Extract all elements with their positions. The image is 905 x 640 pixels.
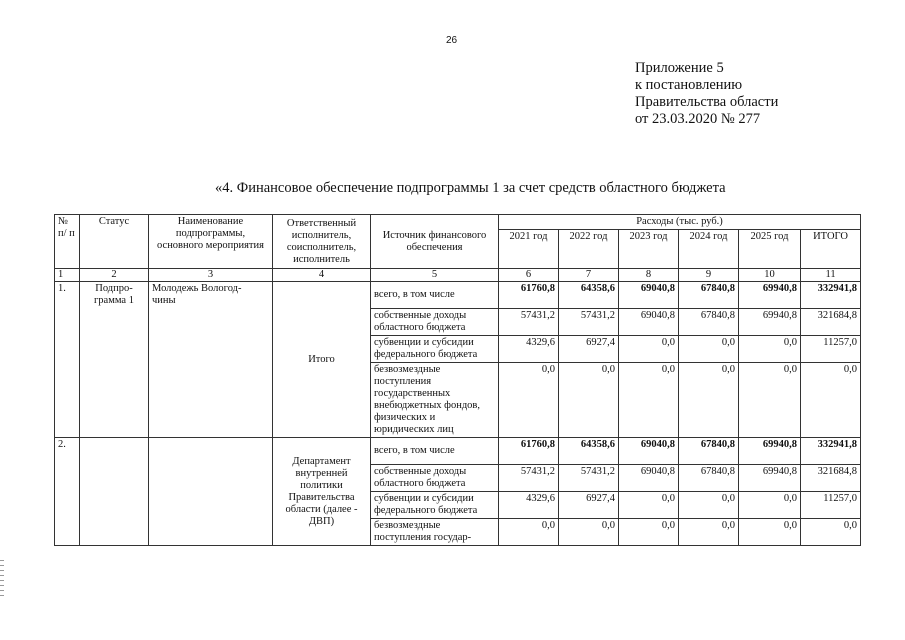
column-number: 8 [619, 269, 679, 282]
appendix-line: Приложение 5 [635, 60, 724, 76]
document-title: «4. Финансовое обеспечение подпрограммы 1 за счет средств областного бюджета [215, 180, 726, 196]
value-cell: 69040,8 [619, 465, 679, 492]
header-executor: Ответственный исполнитель, соисполнитель, исполнитель [273, 215, 371, 269]
value-cell: 57431,2 [499, 465, 559, 492]
value-cell: 0,0 [619, 519, 679, 546]
column-number: 7 [559, 269, 619, 282]
row-executor: Итого [273, 282, 371, 438]
value-cell: 332941,8 [801, 282, 861, 309]
value-cell: 0,0 [739, 519, 801, 546]
value-cell: 11257,0 [801, 492, 861, 519]
page-number: 26 [446, 35, 458, 46]
header-year: 2021 год [499, 230, 559, 269]
value-cell: 69940,8 [739, 309, 801, 336]
value-cell: 64358,6 [559, 282, 619, 309]
value-cell: 6927,4 [559, 492, 619, 519]
row-source: всего, в том числе [371, 438, 499, 465]
column-number: 6 [499, 269, 559, 282]
table-row [55, 282, 861, 309]
value-cell: 69940,8 [739, 282, 801, 309]
value-cell: 57431,2 [499, 309, 559, 336]
value-cell: 69940,8 [739, 438, 801, 465]
header-total: ИТОГО [801, 230, 861, 269]
column-number: 11 [801, 269, 861, 282]
value-cell: 321684,8 [801, 309, 861, 336]
column-number: 3 [149, 269, 273, 282]
row-name [149, 438, 273, 546]
appendix-block [635, 60, 875, 128]
value-cell: 0,0 [739, 363, 801, 438]
value-cell: 0,0 [679, 519, 739, 546]
row-source: субвенции и субсидии федерального бюджета [371, 336, 499, 363]
column-number: 5 [371, 269, 499, 282]
appendix-line: от 23.03.2020 № 277 [635, 111, 761, 127]
value-cell: 0,0 [801, 363, 861, 438]
row-status: Подпро- грамма 1 [80, 282, 149, 438]
row-source: всего, в том числе [371, 282, 499, 309]
value-cell: 0,0 [619, 336, 679, 363]
value-cell: 6927,4 [559, 336, 619, 363]
appendix-line: к постановлению [635, 77, 743, 93]
value-cell: 11257,0 [801, 336, 861, 363]
value-cell: 4329,6 [499, 492, 559, 519]
header-row [55, 215, 861, 230]
row-source: безвозмездные поступления государственных внебюджетных фондов, физических и юридических лиц [371, 363, 499, 438]
header-year: 2025 год [739, 230, 801, 269]
value-cell: 0,0 [739, 492, 801, 519]
value-cell: 0,0 [679, 363, 739, 438]
value-cell: 0,0 [619, 492, 679, 519]
header-year: 2022 год [559, 230, 619, 269]
value-cell: 57431,2 [559, 465, 619, 492]
row-source: безвозмездные поступления государ- [371, 519, 499, 546]
header-expenses: Расходы (тыс. руб.) [499, 215, 861, 230]
row-number: 2. [55, 438, 80, 546]
value-cell: 0,0 [559, 519, 619, 546]
row-status [80, 438, 149, 546]
value-cell: 0,0 [499, 519, 559, 546]
value-cell: 321684,8 [801, 465, 861, 492]
value-cell: 0,0 [559, 363, 619, 438]
header-status: Статус [80, 215, 149, 269]
header-source: Источник финансового обеспечения [371, 215, 499, 269]
value-cell: 67840,8 [679, 309, 739, 336]
value-cell: 332941,8 [801, 438, 861, 465]
value-cell: 69940,8 [739, 465, 801, 492]
value-cell: 67840,8 [679, 438, 739, 465]
column-number: 4 [273, 269, 371, 282]
value-cell: 0,0 [739, 336, 801, 363]
value-cell: 69040,8 [619, 282, 679, 309]
value-cell: 69040,8 [619, 309, 679, 336]
header-name: Наименование подпрограммы, основного мероприятия [149, 215, 273, 269]
row-executor: Департамент внутренней политики Правительства области (далее - ДВП) [273, 438, 371, 546]
row-source: субвенции и субсидии федерального бюджета [371, 492, 499, 519]
column-number: 9 [679, 269, 739, 282]
value-cell: 0,0 [499, 363, 559, 438]
header-year: 2024 год [679, 230, 739, 269]
column-number-row [55, 269, 861, 282]
value-cell: 0,0 [679, 336, 739, 363]
row-number: 1. [55, 282, 80, 438]
appendix-line: Правительства области [635, 94, 779, 110]
header-year: 2023 год [619, 230, 679, 269]
table-row [55, 438, 861, 465]
value-cell: 67840,8 [679, 465, 739, 492]
header-num: № п/ п [55, 215, 80, 269]
financing-table [54, 214, 861, 546]
value-cell: 61760,8 [499, 282, 559, 309]
row-source: собственные доходы областного бюджета [371, 309, 499, 336]
value-cell: 64358,6 [559, 438, 619, 465]
value-cell: 69040,8 [619, 438, 679, 465]
value-cell: 57431,2 [559, 309, 619, 336]
value-cell: 4329,6 [499, 336, 559, 363]
scan-edge-marks [0, 560, 4, 600]
value-cell: 0,0 [619, 363, 679, 438]
column-number: 1 [55, 269, 80, 282]
value-cell: 0,0 [679, 492, 739, 519]
value-cell: 61760,8 [499, 438, 559, 465]
value-cell: 0,0 [801, 519, 861, 546]
column-number: 10 [739, 269, 801, 282]
row-source: собственные доходы областного бюджета [371, 465, 499, 492]
row-name: Молодежь Вологод- чины [149, 282, 273, 438]
column-number: 2 [80, 269, 149, 282]
value-cell: 67840,8 [679, 282, 739, 309]
